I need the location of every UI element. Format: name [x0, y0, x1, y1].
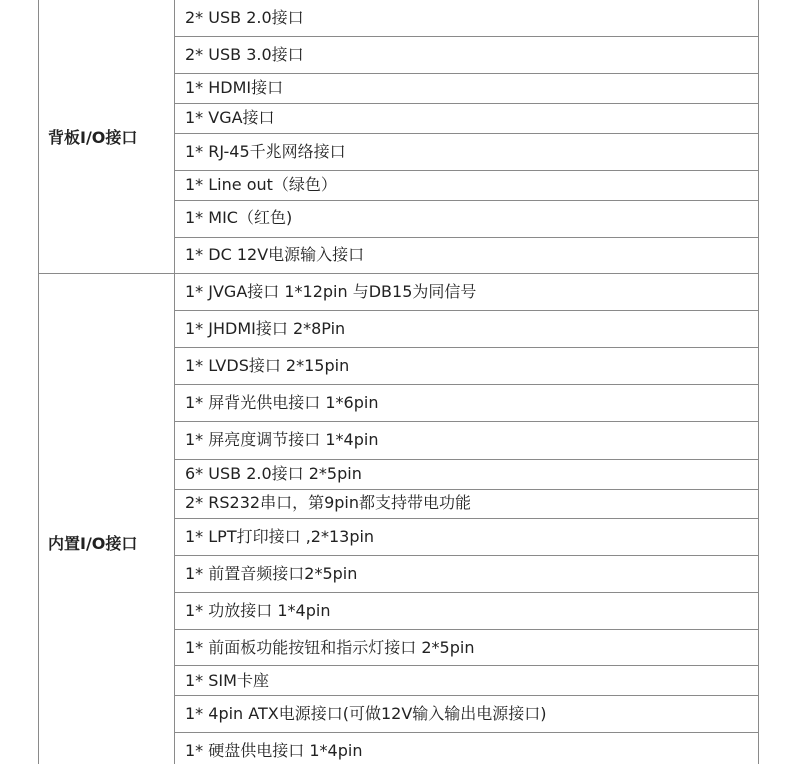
table-row: 1* 功放接口 1*4pin [185, 601, 331, 620]
table-column-divider [174, 0, 175, 764]
row-divider [174, 170, 759, 171]
table-row: 1* Line out（绿色） [185, 175, 337, 194]
row-divider [174, 459, 759, 460]
table-row: 1* 屏亮度调节接口 1*4pin [185, 430, 379, 449]
table-row: 1* 硬盘供电接口 1*4pin [185, 741, 363, 760]
table-row: 1* RJ-45千兆网络接口 [185, 142, 346, 161]
row-divider [174, 518, 759, 519]
table-row: 1* DC 12V电源输入接口 [185, 245, 365, 264]
row-divider [174, 421, 759, 422]
row-divider [174, 489, 759, 490]
row-divider [174, 555, 759, 556]
table-row: 1* SIM卡座 [185, 671, 269, 690]
group-label-rear-io: 背板I/O接口 [48, 128, 138, 147]
row-divider [174, 103, 759, 104]
spec-table [38, 0, 759, 764]
table-row: 1* MIC（红色) [185, 208, 293, 227]
table-row: 1* JHDMI接口 2*8Pin [185, 319, 346, 338]
table-row: 2* USB 3.0接口 [185, 45, 304, 64]
table-row: 1* HDMI接口 [185, 78, 284, 97]
row-divider [174, 695, 759, 696]
row-divider [174, 36, 759, 37]
row-divider [174, 629, 759, 630]
row-divider [174, 310, 759, 311]
table-row: 1* 前置音频接口2*5pin [185, 564, 358, 583]
table-row: 1* VGA接口 [185, 108, 275, 127]
table-row: 1* 屏背光供电接口 1*6pin [185, 393, 379, 412]
table-row: 1* 4pin ATX电源接口(可做12V输入输出电源接口) [185, 704, 547, 723]
row-divider [174, 384, 759, 385]
row-divider [174, 732, 759, 733]
row-divider [174, 665, 759, 666]
row-divider [174, 200, 759, 201]
row-divider [174, 592, 759, 593]
group-label-internal-io: 内置I/O接口 [48, 534, 138, 553]
table-right-border [758, 0, 759, 764]
table-row: 1* LPT打印接口 ,2*13pin [185, 527, 375, 546]
table-row: 2* RS232串口，第9pin都支持带电功能 [185, 493, 472, 512]
table-row: 1* JVGA接口 1*12pin 与DB15为同信号 [185, 282, 477, 301]
table-row: 6* USB 2.0接口 2*5pin [185, 464, 362, 483]
group-divider [38, 273, 759, 274]
row-divider [174, 73, 759, 74]
row-divider [174, 347, 759, 348]
row-divider [174, 237, 759, 238]
table-row: 1* 前面板功能按钮和指示灯接口 2*5pin [185, 638, 475, 657]
row-divider [174, 133, 759, 134]
table-row: 1* LVDS接口 2*15pin [185, 356, 350, 375]
table-row: 2* USB 2.0接口 [185, 8, 304, 27]
table-left-border [38, 0, 39, 764]
